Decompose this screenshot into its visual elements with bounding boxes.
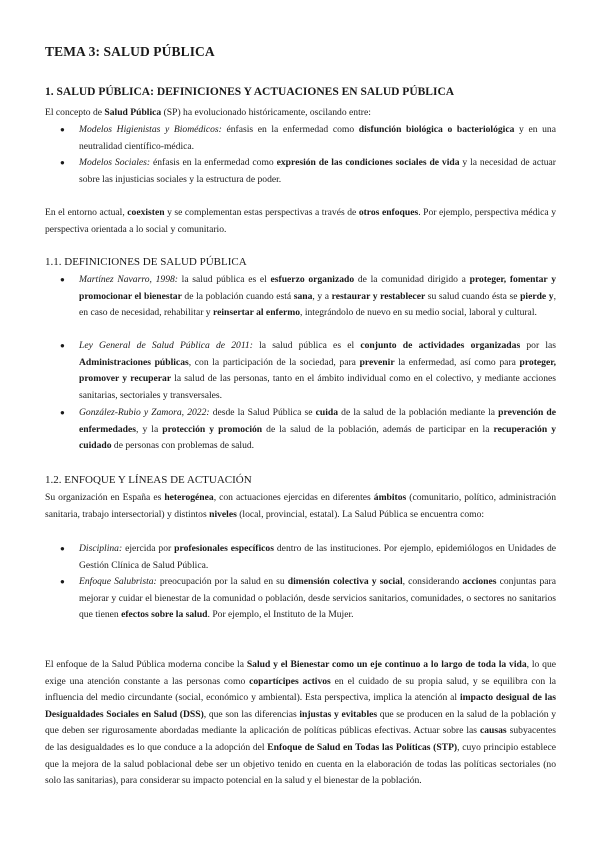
page-title: TEMA 3: SALUD PÚBLICA [45, 44, 215, 59]
list-item: Modelos Higienistas y Biomédicos: énfasis en la enfermedad como disfunción biológica o bacteriológica y en una neutralidad científico-médica. [79, 124, 556, 152]
section-1-paragraph: En el entorno actual, coexisten y se complementan estas perspectivas a través de otros enfoques. Por ejemplo, perspectiva médica y perspectiva orientada a lo social y comunitario. [45, 207, 556, 235]
section-1-2-heading: 1.2. ENFOQUE Y LÍNEAS DE ACTUACIÓN [45, 474, 252, 486]
list-item: Martínez Navarro, 1998: la salud pública es el esfuerzo organizado de la comunidad dirigido a proteger, fomentar y promocionar el bienestar de la población cuando está sana, y a restaurar y restablecer su salud cuando ésta se pierde y, en caso de necesidad, rehabilitar y reinsertar al enfermo, integrándolo de nuevo en su medio social, laboral y cultural. [79, 274, 556, 319]
list-item: Enfoque Salubrista: preocupación por la salud en su dimensión colectiva y social, considerando acciones conjuntas para mejorar y cuidar el bienestar de la comunidad o población, desde servicios sanitarios, comunidades, o sectores no sanitarios que tienen efectos sobre la salud. Por ejemplo, el Instituto de la Mujer. [79, 576, 557, 621]
bullet-icon: ● [60, 408, 65, 417]
section-1-heading: 1. SALUD PÚBLICA: DEFINICIONES Y ACTUACIONES EN SALUD PÚBLICA [45, 86, 455, 98]
bullet-icon: ● [60, 125, 65, 134]
bullet-icon: ● [60, 341, 65, 350]
section-1-1-heading: 1.1. DEFINICIONES DE SALUD PÚBLICA [45, 256, 247, 268]
list-item: Modelos Sociales: énfasis en la enfermedad como expresión de las condiciones sociales de vida y la necesidad de actuar sobre las injusticias sociales y la estructura de poder. [79, 157, 556, 185]
bullet-icon: ● [60, 275, 65, 284]
list-item: Disciplina: ejercida por profesionales específicos dentro de las instituciones. Por ejemplo, epidemiólogos en Unidades de Gestión Clínica de Salud Pública. [79, 543, 556, 571]
section-1-2-paragraph: El enfoque de la Salud Pública moderna concibe la Salud y el Bienestar como un eje continuo a lo largo de toda la vida, lo que exige una atención constante a las personas como copartícipes activos en el cuidado de su propia salud, y se equilibra con la influencia del medio circundante (social, económico y ambiental). Esta perspectiva, implica la atención al impacto desigual de las Desigualdades Sociales en Salud (DSS), que son las diferencias injustas y evitables que se producen en la salud de la población y que deben ser rigurosamente abordadas mediante la aplicación de políticas públicas efectivas. Actuar sobre las causas subyacentes de las desigualdades es lo que conduce a la adopción del Enfoque de Salud en Todas las Políticas (STP), cuyo principio establece que la mejora de la salud poblacional debe ser un objetivo tenido en cuenta en la elaboración de todas las políticas sectoriales (no solo las sanitarias), para considerar su impacto potencial en la salud y el bienestar de la población. [45, 659, 557, 787]
bullet-icon: ● [60, 544, 65, 553]
bullet-icon: ● [60, 577, 65, 586]
bullet-icon: ● [60, 158, 65, 167]
section-1-2-intro: Su organización en España es heterogénea, con actuaciones ejercidas en diferentes ámbitos (comunitario, político, administración sanitaria, trabajo intersectorial) y distintos niveles (local, provincial, estatal). La Salud Pública se encuentra como: [45, 492, 556, 520]
list-item: Ley General de Salud Pública de 2011: la salud pública es el conjunto de actividades organizadas por las Administraciones públicas, con la participación de la sociedad, para prevenir la enfermedad, así como para proteger, promover y recuperar la salud de las personas, tanto en el ámbito individual como en el colectivo, y mediante acciones sanitarias, sectoriales y transversales. [79, 340, 557, 401]
section-1-intro: El concepto de Salud Pública (SP) ha evolucionado históricamente, oscilando entre: [45, 107, 371, 118]
list-item: González-Rubio y Zamora, 2022: desde la Salud Pública se cuida de la salud de la población mediante la prevención de enfermedades, y la protección y promoción de la salud de la población, además de participar en la recuperación y cuidado de personas con problemas de salud. [79, 407, 557, 452]
